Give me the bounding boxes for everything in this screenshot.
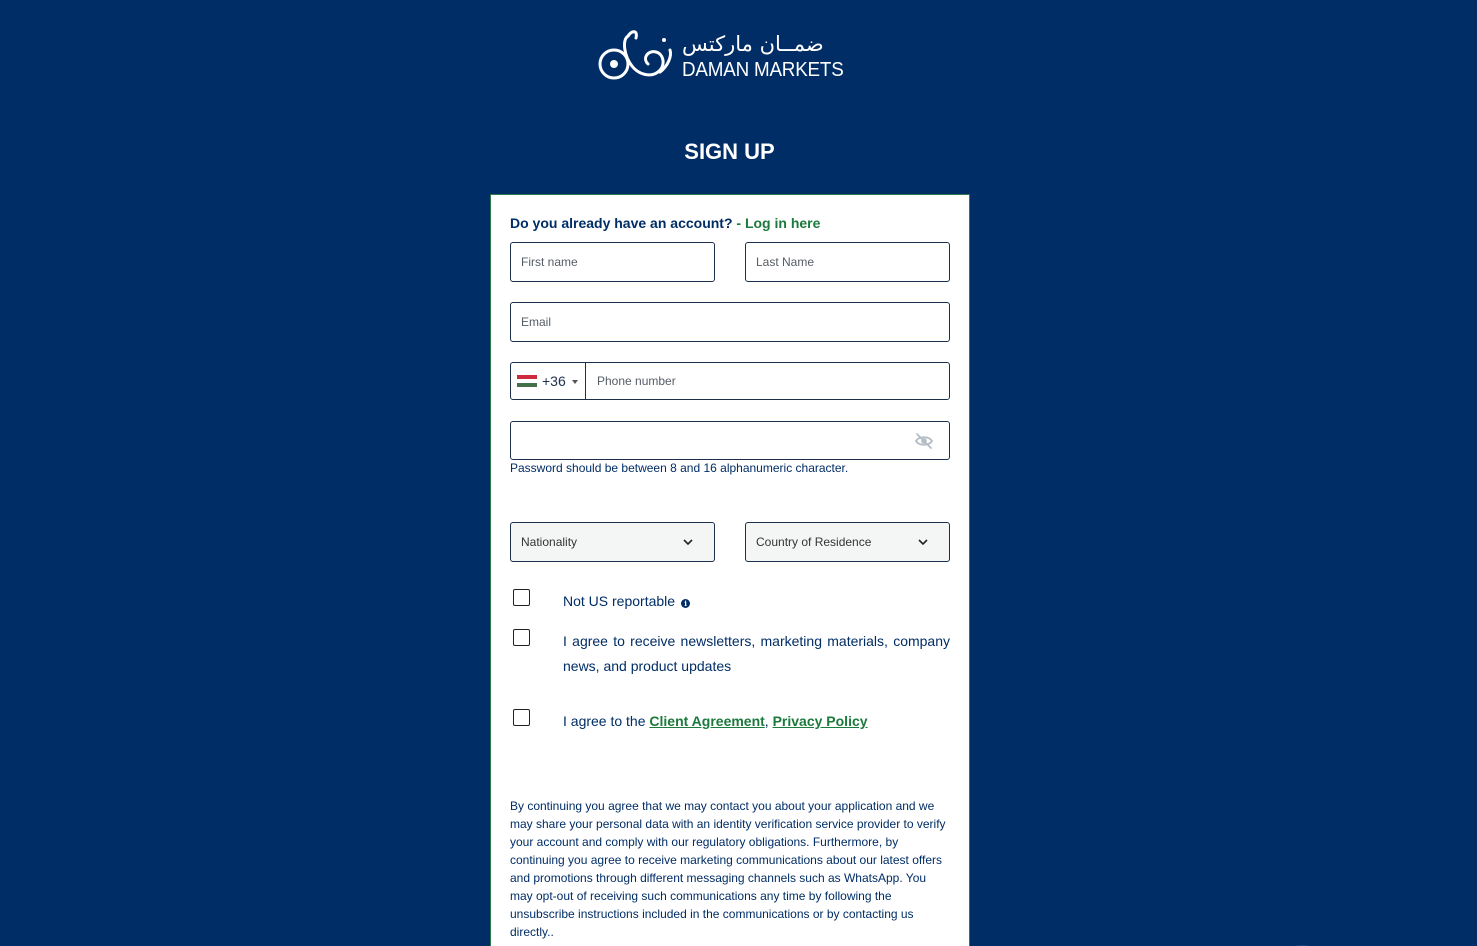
client-agreement-link[interactable]: Client Agreement (649, 713, 765, 729)
eye-slash-icon[interactable] (914, 432, 934, 450)
residence-label: Country of Residence (756, 535, 872, 549)
page-title: SIGN UP (684, 139, 775, 164)
first-name-field (510, 242, 715, 282)
email-input[interactable] (511, 303, 949, 341)
decorative-arc (1262, 938, 1342, 946)
logo-mark-icon (598, 26, 678, 86)
brand-latin-name: DAMAN MARKETS (682, 59, 844, 81)
info-icon[interactable]: i (681, 599, 690, 608)
last-name-field (745, 242, 950, 282)
terms-text (563, 709, 868, 734)
country-code-selector[interactable] (511, 363, 586, 399)
chevron-down-icon (682, 537, 694, 547)
newsletter-label: I agree to receive newsletters, marketing materials, company news, and product updates (563, 633, 950, 674)
brand-arabic-name: ضمــان ماركتس (682, 32, 824, 56)
hungary-flag-icon (517, 375, 537, 387)
phone-number-input[interactable] (587, 363, 949, 399)
login-prompt (510, 215, 820, 231)
password-hint: Password should be between 8 and 16 alphanumeric character. (510, 461, 849, 475)
terms-prefix: I agree to the (563, 713, 650, 729)
brand-logo[interactable] (598, 26, 850, 86)
email-field (510, 302, 950, 342)
privacy-policy-link[interactable]: Privacy Policy (772, 713, 868, 729)
newsletter-checkbox[interactable] (513, 629, 530, 646)
residence-select[interactable] (745, 522, 950, 562)
terms-checkbox[interactable] (513, 709, 530, 726)
password-field (510, 421, 950, 460)
phone-field (510, 362, 950, 400)
not-us-label: Not US reportable (563, 593, 676, 609)
not-us-reportable-text (563, 589, 690, 614)
login-link[interactable]: - Log in here (732, 215, 821, 231)
nationality-label: Nationality (521, 535, 578, 549)
chevron-down-icon (917, 537, 929, 547)
last-name-input[interactable] (746, 243, 949, 281)
login-question: Do you already have an account? (510, 215, 733, 231)
consent-disclaimer: By continuing you agree that we may contact you about your application and we may share your personal data with an identity verification service provider to verify your account and comply with our regulatory obligations. Furthermore, by continuing you agree to receive marketing communications about our latest offers and promotions through different messaging channels such as WhatsApp. You may opt-out of receiving such communications any time by following the unsubscribe instructions included in the communications or by contacting us directly.. (510, 799, 946, 939)
password-input[interactable] (511, 422, 949, 459)
not-us-reportable-checkbox[interactable] (513, 589, 530, 606)
dial-code: +36 (542, 373, 566, 389)
first-name-input[interactable] (511, 243, 714, 281)
terms-separator: , (764, 713, 773, 729)
signup-form-card (490, 194, 970, 946)
nationality-select[interactable] (510, 522, 715, 562)
phone-input-wrap (587, 363, 949, 399)
caret-down-icon (572, 380, 578, 384)
